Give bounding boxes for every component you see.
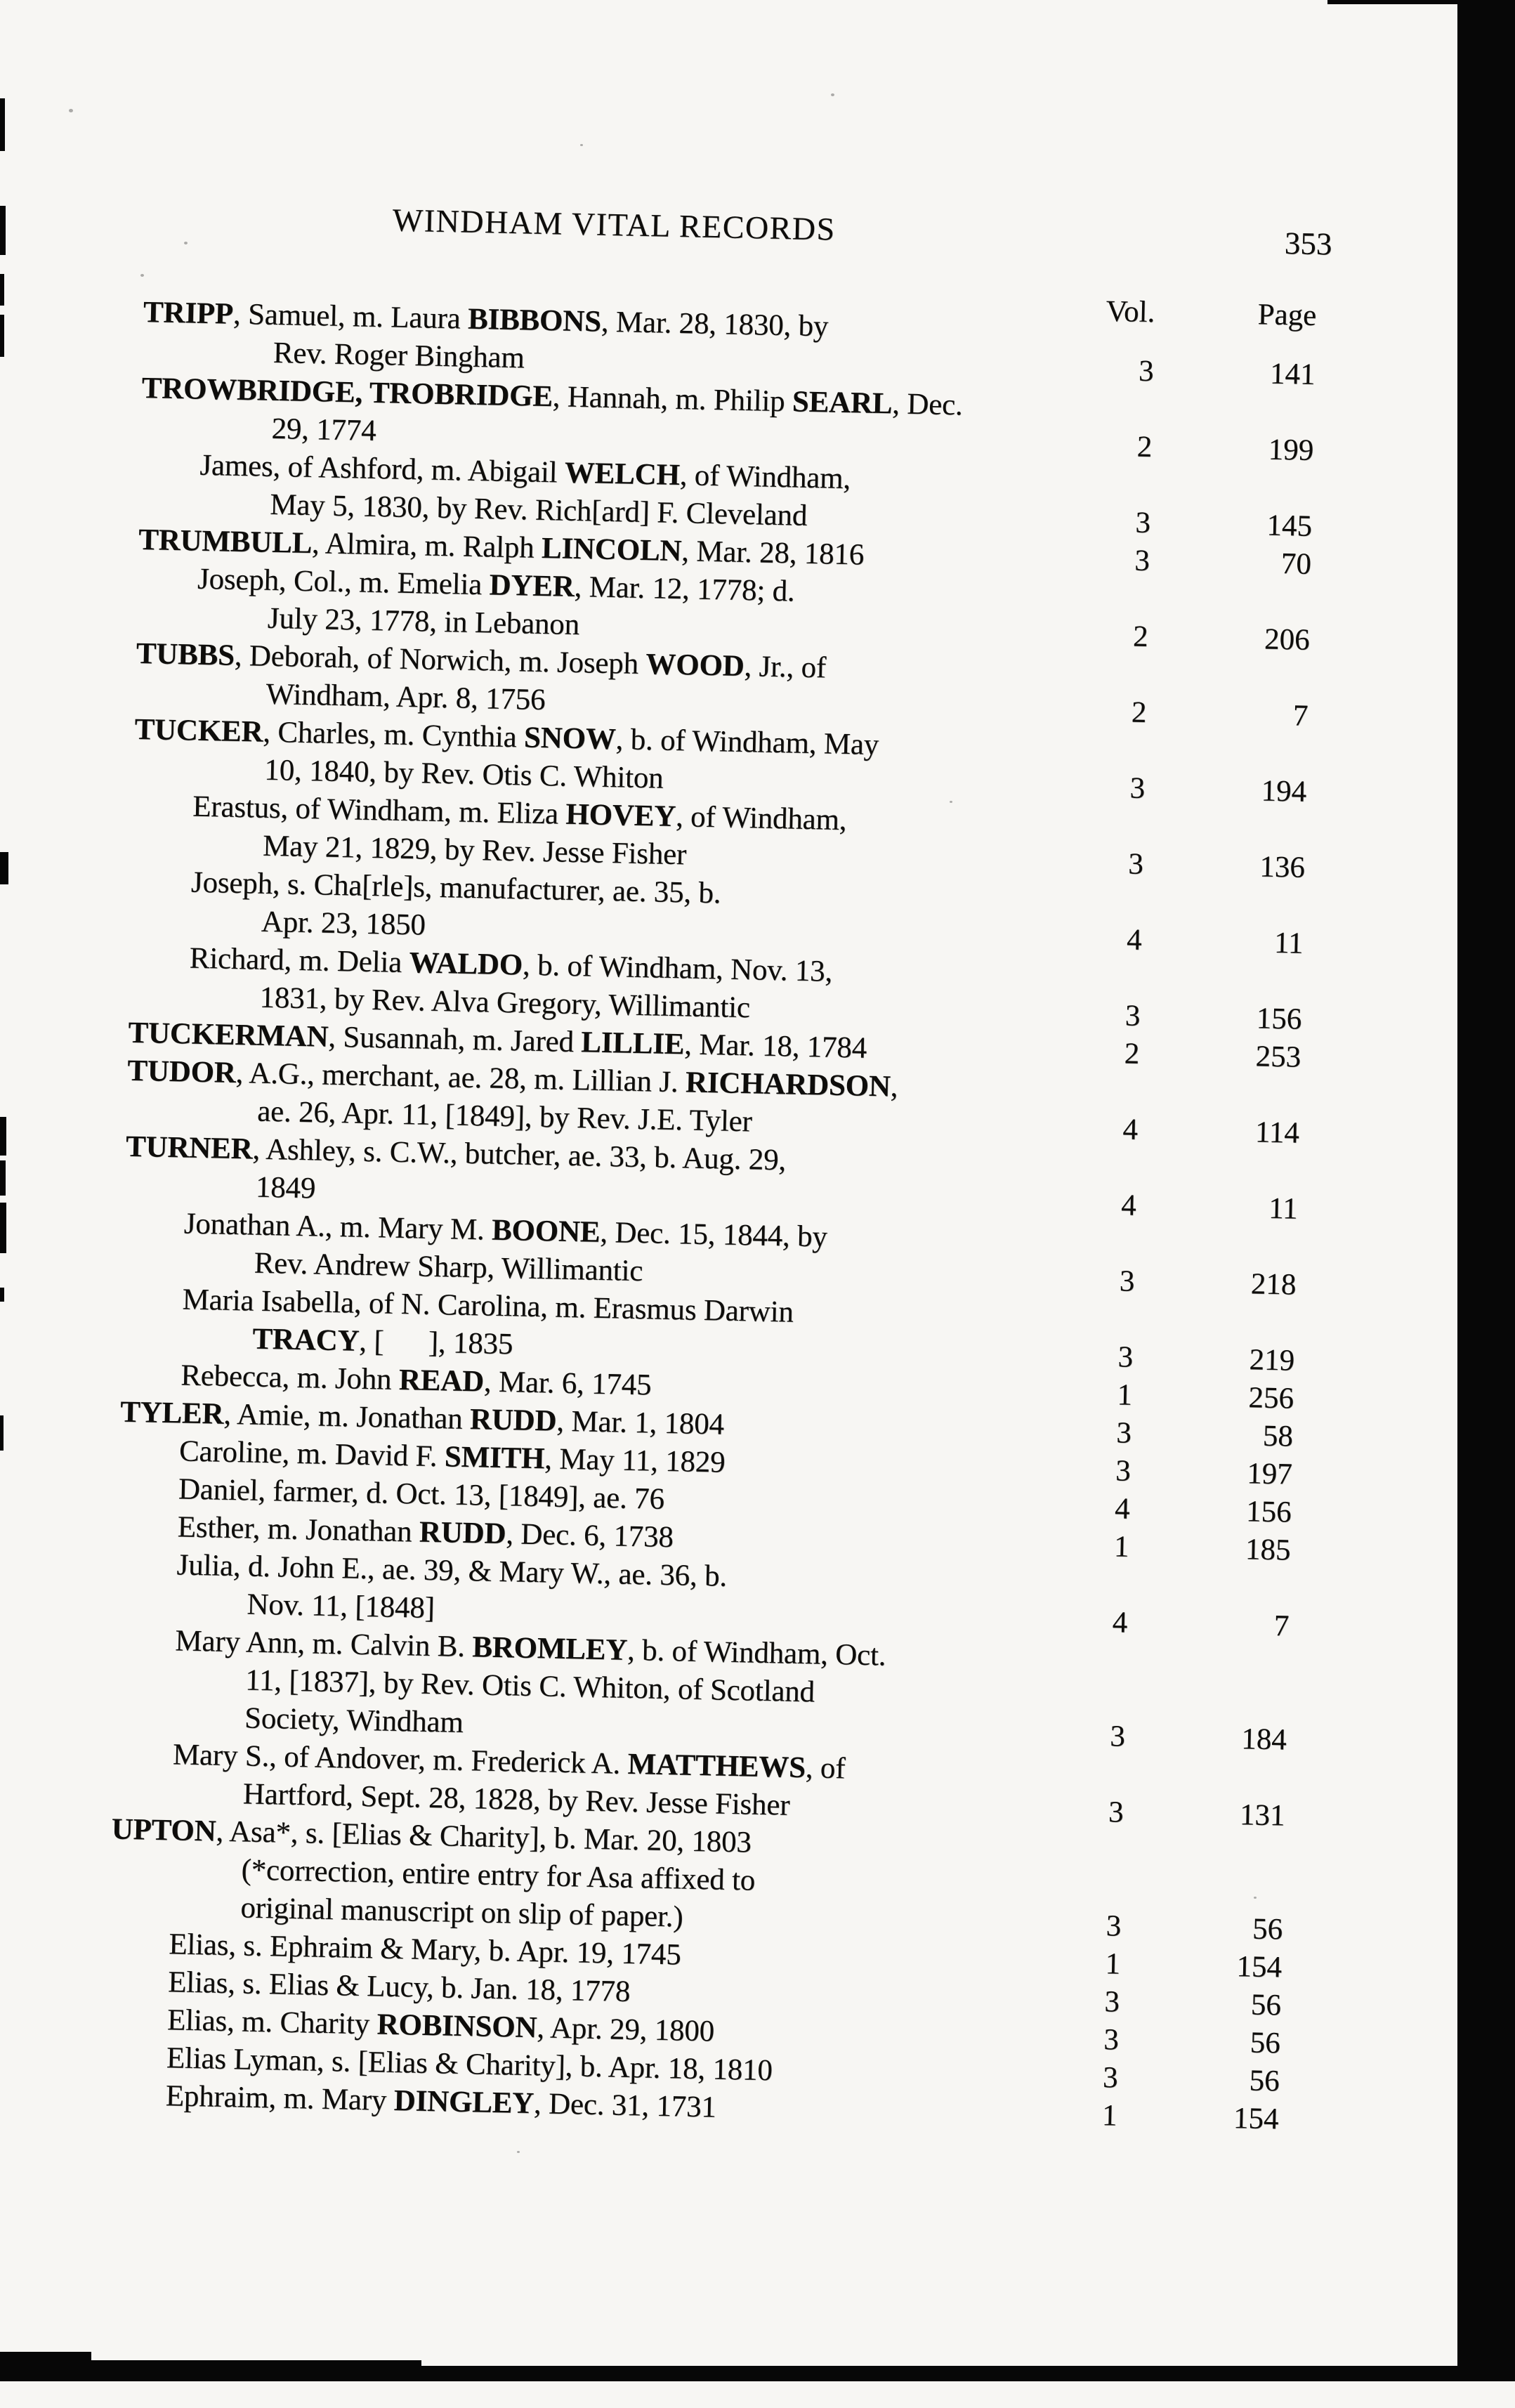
record-line: Julia, d. John E., ae. 39, & Mary W., ae. 36, b. [176, 1548, 728, 1593]
scan-speck [831, 93, 834, 96]
vol-value: 1 [1113, 1530, 1130, 1564]
scan-speck [950, 801, 952, 803]
scan-mark-left [0, 1415, 4, 1451]
record-line: Ephraim, m. Mary DINGLEY, Dec. 31, 1731 [165, 2079, 717, 2124]
page-value: 185 [1245, 1533, 1291, 1567]
record-line: Mary Ann, m. Calvin B. BROMLEY, b. of Windham, Oct. [174, 1624, 886, 1673]
record-line: Elias Lyman, s. [Elias & Charity], b. Apr. 18, 1810 [166, 2041, 773, 2088]
record-line: July 23, 1778, in Lebanon [267, 601, 580, 642]
scan-mark-left [0, 206, 6, 255]
page-value: 7 [1273, 1609, 1290, 1643]
scan-speck [184, 242, 188, 244]
page-value: 70 [1280, 547, 1312, 581]
scan-speck [517, 2151, 520, 2153]
record-line: original manuscript on slip of paper.) [240, 1891, 683, 1934]
scan-edge-bottom-bump [28, 2360, 421, 2381]
page-value: 56 [1252, 1912, 1283, 1946]
page-value: 145 [1266, 509, 1313, 543]
page-value: 206 [1264, 622, 1311, 657]
record-line: May 5, 1830, by Rev. Rich[ard] F. Cleveland [269, 488, 808, 532]
record-line: TUBBS, Deborah, of Norwich, m. Joseph WOOD, Jr., of [136, 636, 827, 685]
record-line: Elias, s. Elias & Lucy, b. Jan. 18, 1778 [167, 1965, 631, 2009]
vol-column-header: Vol. [1106, 294, 1155, 329]
record-line: James, of Ashford, m. Abigail WELCH, of Windham, [199, 448, 851, 496]
record-text [110, 1811, 986, 1943]
page-title: WINDHAM VITAL RECORDS [392, 202, 837, 247]
record-line: 1831, by Rev. Alva Gregory, Willimantic [259, 981, 751, 1025]
record-line: Daniel, farmer, d. Oct. 13, [1849], ae. 76 [178, 1472, 665, 1516]
record-line: TUCKER, Charles, m. Cynthia SNOW, b. of Windham, May [134, 712, 879, 762]
page-value: 11 [1273, 926, 1304, 960]
scan-mark-left [0, 852, 8, 884]
page-value: 253 [1255, 1040, 1301, 1074]
page-value: 218 [1250, 1267, 1297, 1302]
vol-value: 3 [1115, 1454, 1132, 1488]
page-number: 353 [1284, 225, 1332, 262]
scan-mark-left [0, 315, 4, 357]
page-value: 131 [1239, 1798, 1286, 1833]
record-line: Rev. Andrew Sharp, Willimantic [254, 1246, 643, 1288]
scan-mark-left [0, 98, 5, 151]
page-value: 56 [1249, 2064, 1280, 2098]
record-line: Elias, s. Ephraim & Mary, b. Apr. 19, 1745 [168, 1928, 682, 1972]
vol-value: 4 [1120, 1189, 1137, 1222]
scan-mark-left [0, 1117, 6, 1156]
record-line: TURNER, Ashley, s. C.W., butcher, ae. 33, b. Aug. 29, [125, 1130, 787, 1177]
vol-value: 3 [1127, 847, 1144, 881]
page-value: 156 [1256, 1002, 1302, 1036]
vol-value: 2 [1124, 1037, 1140, 1071]
page-value: 197 [1246, 1457, 1293, 1491]
vol-value: 4 [1112, 1606, 1128, 1640]
vol-value: 2 [1131, 695, 1147, 730]
record-line: Society, Windham [244, 1701, 464, 1739]
record-line: TRIPP, Samuel, m. Laura BIBBONS, Mar. 28, 1830, by [143, 296, 829, 343]
vol-value: 3 [1119, 1264, 1135, 1298]
vol-value: 3 [1134, 544, 1150, 578]
scan-speck [1254, 1897, 1257, 1899]
vol-value: 3 [1102, 2061, 1119, 2095]
vol-value: 3 [1108, 1795, 1124, 1829]
record-line: Joseph, s. Cha[rle]s, manufacturer, ae. 35, b. [190, 865, 721, 910]
vol-value: 4 [1126, 923, 1143, 957]
scan-mark-left [0, 274, 4, 306]
page-value: 154 [1233, 2102, 1280, 2136]
page-value: 58 [1262, 1419, 1294, 1453]
record-line: TUDOR, A.G., merchant, ae. 28, m. Lillian J. RICHARDSON, [126, 1054, 898, 1104]
scan-edge-top-right [1327, 0, 1461, 4]
record-line: Rebecca, m. John READ, Mar. 6, 1745 [180, 1359, 652, 1402]
record-line: Richard, m. Delia WALDO, b. of Windham, Nov. 13, [189, 941, 833, 988]
record-line: Windham, Apr. 8, 1756 [265, 677, 546, 717]
record-line: Elias, m. Charity ROBINSON, Apr. 29, 1800 [166, 2003, 715, 2048]
record-line: 10, 1840, by Rev. Otis C. Whiton [263, 753, 664, 795]
page-value: 141 [1269, 357, 1316, 391]
scan-speck [69, 109, 73, 112]
record-line: UPTON, Asa*, s. [Elias & Charity], b. Mar. 20, 1803 [111, 1812, 752, 1859]
record-line: Rev. Roger Bingham [273, 336, 525, 375]
page-value: 11 [1268, 1191, 1299, 1226]
record-line: Erastus, of Windham, m. Eliza HOVEY, of Windham, [192, 790, 847, 837]
record-line: TYLER, Amie, m. Jonathan RUDD, Mar. 1, 1804 [119, 1395, 725, 1441]
scan-mark-left [0, 1288, 4, 1302]
page-value: 56 [1250, 2026, 1281, 2060]
vol-value: 1 [1101, 2099, 1118, 2133]
record-line: TROWBRIDGE, TROBRIDGE, Hannah, m. Philip SEARL, Dec. [141, 371, 964, 422]
record-line: TRUMBULL, Almira, m. Ralph LINCOLN, Mar. 28, 1816 [138, 523, 865, 572]
page-value: 184 [1240, 1722, 1287, 1757]
record-line: Esther, m. Jonathan RUDD, Dec. 6, 1738 [177, 1510, 674, 1555]
scan-speck [580, 144, 583, 146]
scan-mark-left [0, 1203, 6, 1253]
vol-value: 1 [1117, 1378, 1133, 1412]
page-value: 7 [1292, 699, 1309, 733]
record-line: Mary S., of Andover, m. Frederick A. MATTHEWS, of [172, 1738, 846, 1786]
page-value: 219 [1249, 1343, 1295, 1378]
vol-value: 3 [1135, 506, 1151, 540]
page-column-header: Page [1257, 298, 1317, 332]
vol-value: 3 [1117, 1340, 1134, 1374]
record-text [114, 1621, 990, 1753]
record-line: ae. 26, Apr. 11, [1849], by Rev. J.E. Tyler [256, 1094, 753, 1139]
record-line: TRACY, [ ], 1835 [251, 1322, 513, 1361]
vol-value: 3 [1103, 2023, 1120, 2057]
record-line: May 21, 1829, by Rev. Jesse Fisher [262, 829, 687, 872]
vol-value: 3 [1115, 1416, 1132, 1450]
scan-edge-right [1457, 0, 1515, 2381]
vol-value: 3 [1124, 999, 1141, 1033]
scan-speck [140, 274, 144, 277]
page-value: 154 [1236, 1950, 1283, 1984]
record-line: Hartford, Sept. 28, 1828, by Rev. Jesse Fisher [242, 1777, 790, 1822]
record-line: TUCKERMAN, Susannah, m. Jared LILLIE, Mar. 18, 1784 [128, 1016, 867, 1065]
page-value: 256 [1248, 1381, 1294, 1415]
vol-value: 3 [1138, 354, 1155, 388]
record-line: Caroline, m. David F. SMITH, May 11, 1829 [178, 1434, 726, 1479]
vol-value: 3 [1109, 1720, 1126, 1753]
vol-value: 2 [1136, 430, 1153, 464]
vol-value: 1 [1105, 1947, 1121, 1981]
page-value: 199 [1268, 433, 1314, 467]
vol-value: 3 [1129, 771, 1146, 806]
record-line: Jonathan A., m. Mary M. BOONE, Dec. 15, 1844, by [183, 1207, 828, 1254]
record-line: 11, [1837], by Rev. Otis C. Whiton, of Scotland [244, 1663, 815, 1709]
record-line: 1849 [255, 1170, 316, 1205]
vol-value: 2 [1132, 620, 1149, 654]
page-value: 114 [1254, 1115, 1300, 1150]
page-value: 194 [1261, 774, 1307, 809]
page-value: 136 [1259, 850, 1306, 884]
record-line: (*correction, entire entry for Asa affixed to [241, 1853, 756, 1897]
records-list [105, 294, 1337, 2139]
page-value: 156 [1245, 1495, 1292, 1529]
scan-mark-left [0, 1160, 6, 1196]
vol-value: 3 [1103, 1985, 1120, 2019]
vol-value: 4 [1114, 1492, 1131, 1526]
record-line: Nov. 11, [1848] [247, 1588, 435, 1625]
record-line: Apr. 23, 1850 [261, 905, 426, 942]
page-value: 56 [1250, 1988, 1282, 2022]
record-line: Joseph, Col., m. Emelia DYER, Mar. 12, 1778; d. [197, 562, 795, 608]
record-line: Maria Isabella, of N. Carolina, m. Erasmus Darwin [182, 1283, 794, 1329]
vol-value: 4 [1122, 1113, 1139, 1146]
vol-value: 3 [1106, 1909, 1122, 1943]
record-line: 29, 1774 [271, 412, 376, 447]
